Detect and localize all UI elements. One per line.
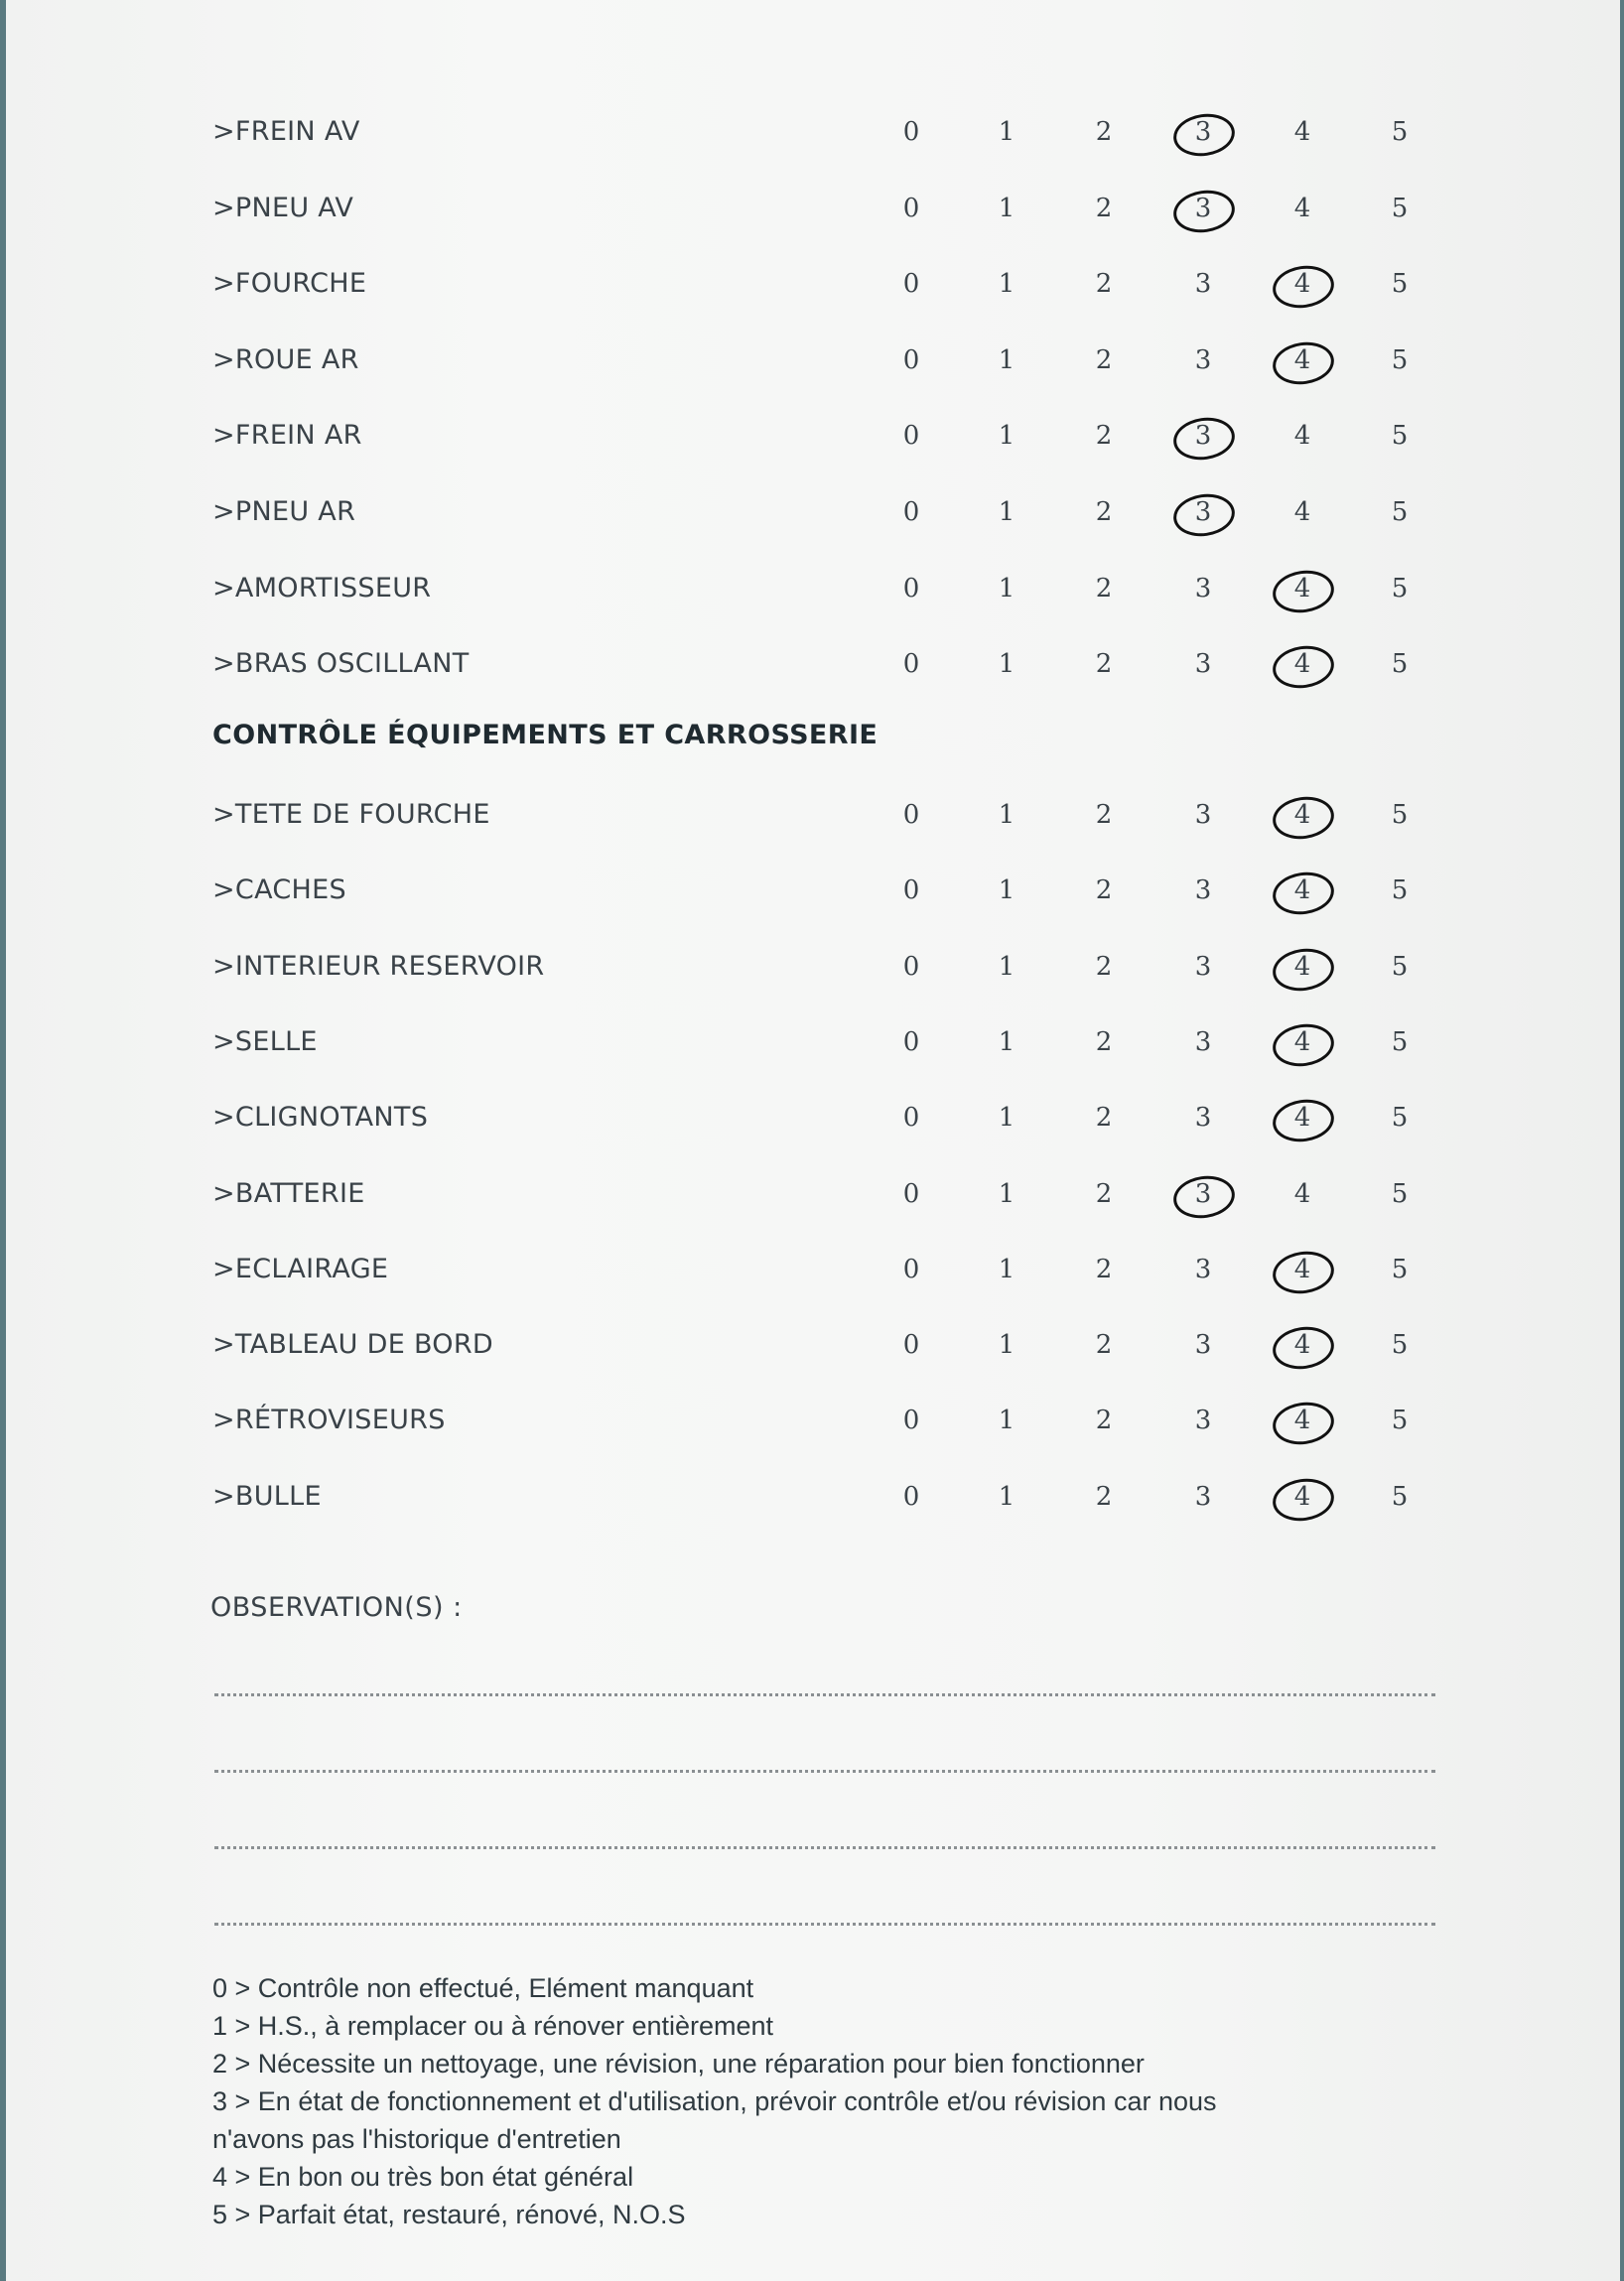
- score-option-selected[interactable]: 4: [1273, 1325, 1332, 1365]
- score-option-selected[interactable]: 3: [1173, 112, 1233, 152]
- score-option[interactable]: 2: [1095, 1254, 1113, 1284]
- score-option[interactable]: 5: [1391, 1178, 1409, 1209]
- legend-line: 1 > H.S., à remplacer ou à rénover entièrement: [212, 2011, 774, 2041]
- checklist-row: [6, 1325, 1620, 1365]
- observation-line[interactable]: [214, 1693, 1435, 1696]
- checklist-row: [6, 569, 1620, 608]
- score-option[interactable]: 0: [902, 1103, 920, 1134]
- score-option[interactable]: 3: [1194, 1406, 1212, 1436]
- score-option[interactable]: 2: [1095, 649, 1113, 680]
- legend-line: 5 > Parfait état, restauré, rénové, N.O.S: [212, 2200, 686, 2229]
- score-option-selected[interactable]: 4: [1273, 569, 1332, 608]
- score-option[interactable]: 1: [998, 1330, 1015, 1361]
- inspection-sheet: [6, 0, 1620, 2281]
- score-option[interactable]: 0: [902, 497, 920, 527]
- score-option[interactable]: 0: [902, 573, 920, 604]
- score-option-selected[interactable]: 4: [1273, 340, 1332, 380]
- score-option[interactable]: 5: [1391, 1330, 1409, 1361]
- score-option[interactable]: 0: [902, 649, 920, 680]
- score-option[interactable]: 4: [1293, 1178, 1311, 1209]
- legend-line: 2 > Nécessite un nettoyage, une révision, une réparation pour bien fonctionner: [212, 2049, 1145, 2079]
- score-option[interactable]: 5: [1391, 117, 1409, 147]
- score-option[interactable]: 0: [902, 1178, 920, 1209]
- score-option[interactable]: 1: [998, 421, 1015, 452]
- score-option-selected[interactable]: 4: [1273, 1401, 1332, 1440]
- score-option[interactable]: 0: [902, 1254, 920, 1284]
- score-option[interactable]: 5: [1391, 269, 1409, 300]
- score-option[interactable]: 2: [1095, 344, 1113, 375]
- score-option[interactable]: 3: [1194, 1103, 1212, 1134]
- score-option[interactable]: 3: [1194, 573, 1212, 604]
- score-option[interactable]: 2: [1095, 193, 1113, 223]
- score-option[interactable]: 1: [998, 1254, 1015, 1284]
- score-option[interactable]: 2: [1095, 1026, 1113, 1057]
- checklist-item-label: >CACHES: [212, 874, 346, 906]
- score-option[interactable]: 5: [1391, 649, 1409, 680]
- score-option[interactable]: 4: [1293, 193, 1311, 223]
- observation-line[interactable]: [214, 1770, 1435, 1773]
- score-option[interactable]: 1: [998, 193, 1015, 223]
- score-option-selected[interactable]: 4: [1273, 644, 1332, 684]
- score-option[interactable]: 5: [1391, 1481, 1409, 1512]
- score-option-selected[interactable]: 3: [1173, 492, 1233, 532]
- score-option[interactable]: 1: [998, 344, 1015, 375]
- checklist-row: [6, 1098, 1620, 1138]
- checklist-item-label: >INTERIEUR RESERVOIR: [212, 950, 545, 982]
- score-option[interactable]: 3: [1194, 1254, 1212, 1284]
- checklist-row: [6, 340, 1620, 380]
- score-option[interactable]: 0: [902, 117, 920, 147]
- score-option-selected[interactable]: 3: [1173, 1174, 1233, 1214]
- score-option[interactable]: 1: [998, 117, 1015, 147]
- score-option[interactable]: 0: [902, 269, 920, 300]
- legend-line: n'avons pas l'historique d'entretien: [212, 2124, 621, 2154]
- score-option[interactable]: 1: [998, 573, 1015, 604]
- score-option[interactable]: 1: [998, 1178, 1015, 1209]
- score-option[interactable]: 1: [998, 1481, 1015, 1512]
- checklist-item-label: >FOURCHE: [212, 268, 367, 300]
- score-option[interactable]: 5: [1391, 1103, 1409, 1134]
- score-option[interactable]: 3: [1194, 875, 1212, 906]
- checklist-row: [6, 112, 1620, 152]
- observation-line[interactable]: [214, 1923, 1435, 1926]
- checklist-item-label: >TABLEAU DE BORD: [212, 1329, 494, 1361]
- score-option-selected[interactable]: 4: [1273, 264, 1332, 304]
- score-option[interactable]: 0: [902, 193, 920, 223]
- score-option-selected[interactable]: 3: [1173, 189, 1233, 228]
- score-option[interactable]: 1: [998, 800, 1015, 830]
- legend-line: 4 > En bon ou très bon état général: [212, 2162, 634, 2192]
- score-option[interactable]: 2: [1095, 875, 1113, 906]
- score-option[interactable]: 3: [1194, 1481, 1212, 1512]
- score-option[interactable]: 4: [1293, 117, 1311, 147]
- score-option[interactable]: 1: [998, 1103, 1015, 1134]
- checklist-item-label: >CLIGNOTANTS: [212, 1102, 429, 1134]
- section-title: CONTRÔLE ÉQUIPEMENTS ET CARROSSERIE: [212, 720, 879, 750]
- score-option[interactable]: 0: [902, 1481, 920, 1512]
- score-option[interactable]: 0: [902, 1026, 920, 1057]
- score-option-selected[interactable]: 4: [1273, 795, 1332, 835]
- score-option[interactable]: 0: [902, 344, 920, 375]
- score-option[interactable]: 3: [1194, 1026, 1212, 1057]
- score-option[interactable]: 1: [998, 951, 1015, 982]
- checklist-item-label: >PNEU AV: [212, 192, 354, 223]
- score-option[interactable]: 2: [1095, 421, 1113, 452]
- checklist-row: [6, 644, 1620, 684]
- checklist-row: [6, 189, 1620, 228]
- score-option[interactable]: 2: [1095, 800, 1113, 830]
- checklist-row: [6, 947, 1620, 987]
- score-option[interactable]: 5: [1391, 1406, 1409, 1436]
- checklist-row: [6, 1401, 1620, 1440]
- rating-legend: [212, 1969, 1443, 2233]
- observation-line[interactable]: [214, 1846, 1435, 1849]
- score-option[interactable]: 3: [1194, 344, 1212, 375]
- score-option[interactable]: 1: [998, 649, 1015, 680]
- checklist-row: [6, 1174, 1620, 1214]
- score-option[interactable]: 2: [1095, 497, 1113, 527]
- score-option[interactable]: 0: [902, 1406, 920, 1436]
- score-option-selected[interactable]: 4: [1273, 1250, 1332, 1289]
- score-option[interactable]: 2: [1095, 1103, 1113, 1134]
- score-option-selected[interactable]: 4: [1273, 1098, 1332, 1138]
- score-option[interactable]: 5: [1391, 951, 1409, 982]
- score-option[interactable]: 5: [1391, 800, 1409, 830]
- score-option[interactable]: 0: [902, 951, 920, 982]
- score-option-selected[interactable]: 4: [1273, 1477, 1332, 1517]
- score-option[interactable]: 2: [1095, 573, 1113, 604]
- score-option[interactable]: 2: [1095, 1178, 1113, 1209]
- checklist-item-label: >ROUE AR: [212, 343, 359, 375]
- score-option[interactable]: 5: [1391, 421, 1409, 452]
- score-option[interactable]: 2: [1095, 117, 1113, 147]
- score-option-selected[interactable]: 4: [1273, 1022, 1332, 1062]
- score-option-selected[interactable]: 3: [1173, 416, 1233, 456]
- checklist-row: [6, 492, 1620, 532]
- checklist-item-label: >AMORTISSEUR: [212, 572, 432, 604]
- score-option[interactable]: 1: [998, 1406, 1015, 1436]
- checklist-row: [6, 795, 1620, 835]
- legend-line: 3 > En état de fonctionnement et d'utilisation, prévoir contrôle et/ou révision car nous: [212, 2086, 1217, 2116]
- observations-label: OBSERVATION(S) :: [210, 1592, 463, 1623]
- score-option[interactable]: 2: [1095, 1406, 1113, 1436]
- checklist-item-label: >FREIN AV: [212, 116, 360, 147]
- score-option[interactable]: 2: [1095, 951, 1113, 982]
- score-option[interactable]: 2: [1095, 269, 1113, 300]
- score-option[interactable]: 5: [1391, 875, 1409, 906]
- score-option[interactable]: 3: [1194, 1330, 1212, 1361]
- score-option[interactable]: 5: [1391, 1254, 1409, 1284]
- score-option[interactable]: 5: [1391, 573, 1409, 604]
- checklist-row: [6, 1250, 1620, 1289]
- checklist-item-label: >BATTERIE: [212, 1177, 365, 1209]
- score-option[interactable]: 5: [1391, 193, 1409, 223]
- score-option[interactable]: 5: [1391, 1026, 1409, 1057]
- score-option[interactable]: 3: [1194, 649, 1212, 680]
- checklist-item-label: >FREIN AR: [212, 420, 362, 452]
- checklist-row: [6, 1477, 1620, 1517]
- score-option-selected[interactable]: 4: [1273, 947, 1332, 987]
- score-option[interactable]: 2: [1095, 1481, 1113, 1512]
- legend-line: 0 > Contrôle non effectué, Elément manquant: [212, 1973, 754, 2003]
- checklist-item-label: >BULLE: [212, 1480, 322, 1512]
- score-option[interactable]: 3: [1194, 951, 1212, 982]
- score-option[interactable]: 0: [902, 875, 920, 906]
- checklist-item-label: >RÉTROVISEURS: [212, 1405, 446, 1436]
- checklist-item-label: >PNEU AR: [212, 496, 356, 527]
- score-option[interactable]: 2: [1095, 1330, 1113, 1361]
- checklist-item-label: >SELLE: [212, 1025, 318, 1057]
- score-option[interactable]: 1: [998, 875, 1015, 906]
- score-option[interactable]: 4: [1293, 421, 1311, 452]
- checklist-row: [6, 264, 1620, 304]
- checklist-item-label: >TETE DE FOURCHE: [212, 799, 490, 830]
- score-option[interactable]: 0: [902, 800, 920, 830]
- checklist-row: [6, 1022, 1620, 1062]
- checklist-row: [6, 416, 1620, 456]
- score-option-selected[interactable]: 4: [1273, 871, 1332, 910]
- checklist-item-label: >ECLAIRAGE: [212, 1253, 389, 1284]
- score-option[interactable]: 0: [902, 421, 920, 452]
- score-option[interactable]: 0: [902, 1330, 920, 1361]
- score-option[interactable]: 1: [998, 497, 1015, 527]
- checklist-item-label: >BRAS OSCILLANT: [212, 648, 470, 680]
- score-option[interactable]: 4: [1293, 497, 1311, 527]
- score-option[interactable]: 1: [998, 269, 1015, 300]
- score-option[interactable]: 5: [1391, 497, 1409, 527]
- score-option[interactable]: 3: [1194, 800, 1212, 830]
- score-option[interactable]: 1: [998, 1026, 1015, 1057]
- score-option[interactable]: 5: [1391, 344, 1409, 375]
- score-option[interactable]: 3: [1194, 269, 1212, 300]
- checklist-row: [6, 871, 1620, 910]
